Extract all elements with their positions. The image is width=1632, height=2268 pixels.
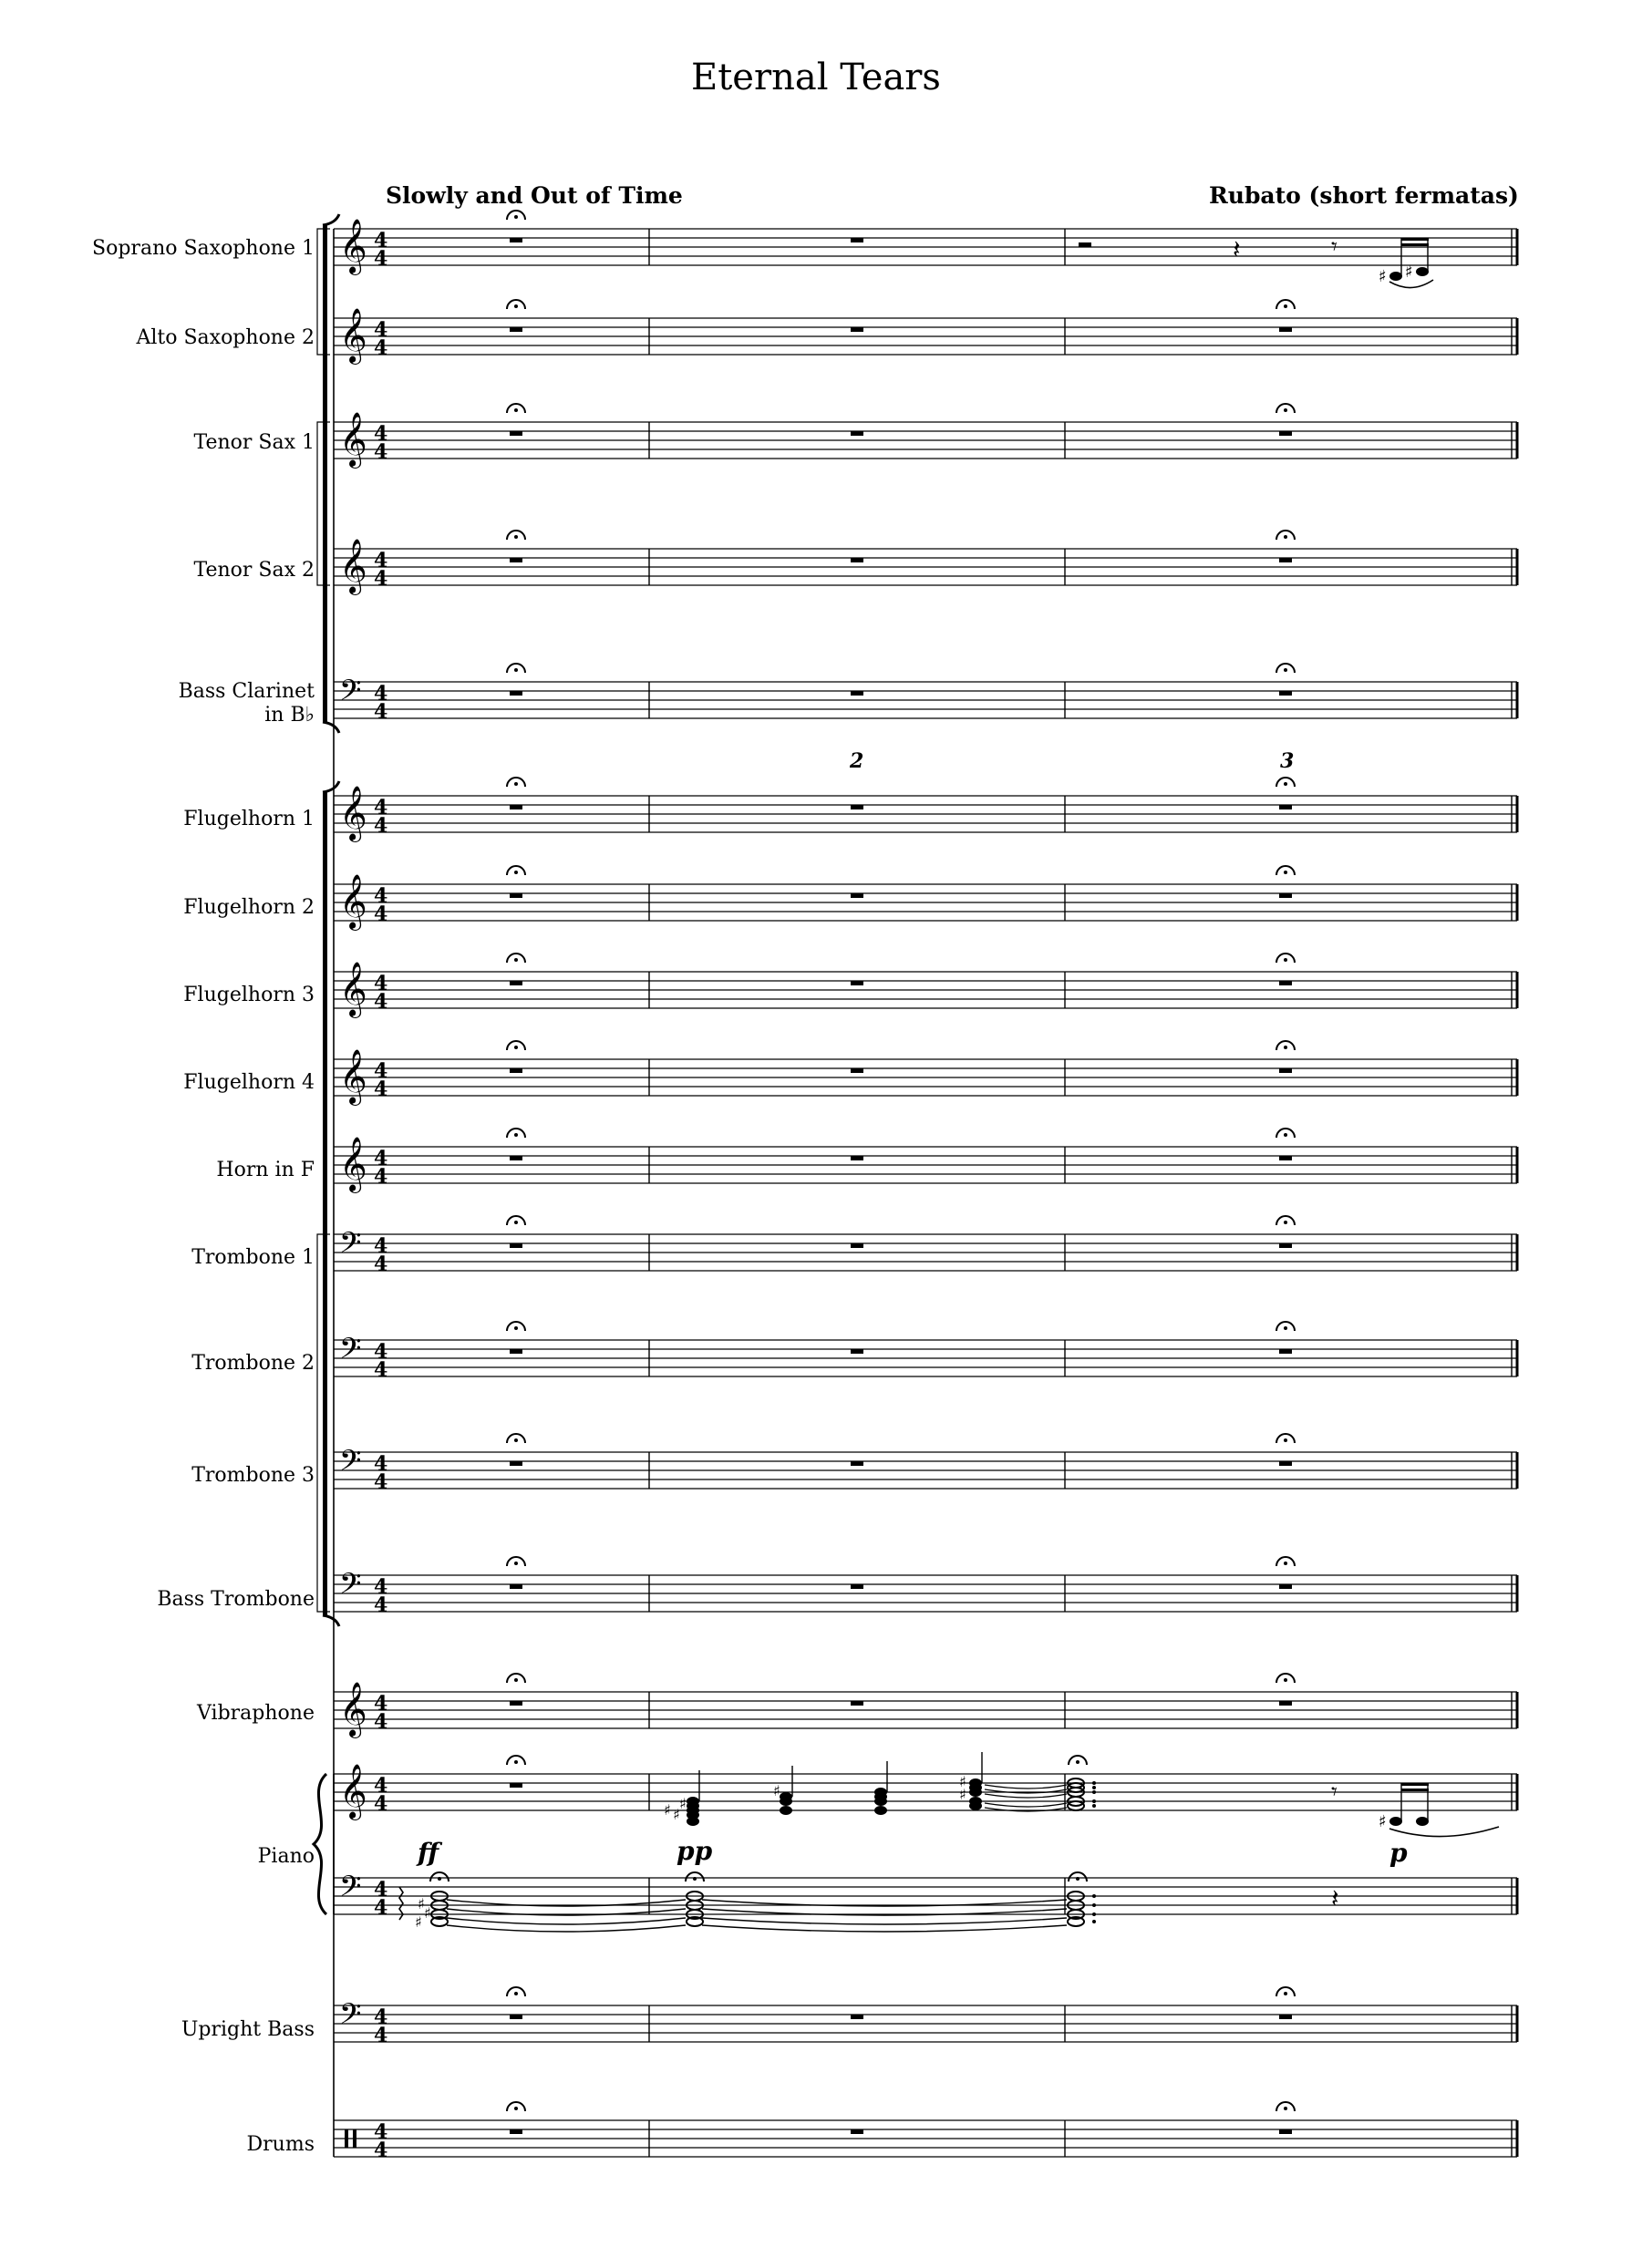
instrument-name-trombone-1: Trombone 1: [191, 1246, 315, 1269]
piano-chord: [969, 1778, 982, 1810]
fermata-dot-icon: [514, 958, 518, 962]
beam: [1401, 1783, 1429, 1786]
note-head: [969, 1801, 982, 1810]
whole-rest-icon: [851, 1068, 863, 1073]
time-signature-bottom: 4: [374, 567, 388, 591]
fermata-dot-icon: [514, 1438, 518, 1442]
instrument-name-trombone-3: Trombone 3: [191, 1464, 315, 1487]
whole-rest-icon: [510, 238, 522, 242]
whole-rest-icon: [851, 558, 863, 562]
sharp-icon: ♯: [415, 1913, 422, 1931]
whole-rest-icon: [510, 1584, 522, 1589]
dot: [1092, 1894, 1096, 1898]
whole-rest-icon: [851, 327, 863, 332]
bracket-bar: [323, 792, 327, 1615]
whole-rest-icon: [851, 2129, 863, 2134]
whole-rest-icon: [510, 2015, 522, 2019]
instrument-name-upright-bass: Upright Bass: [181, 2018, 315, 2041]
whole-rest-icon: [1279, 2129, 1292, 2134]
sharp-icon: ♯: [1405, 263, 1413, 282]
staff-6: [334, 884, 1517, 921]
fermata-dot-icon: [514, 215, 518, 219]
instrument-name-trombone-2: Trombone 2: [191, 1352, 315, 1375]
sharp-icon: ♯: [959, 1786, 966, 1803]
whole-rest-icon: [1279, 805, 1292, 809]
whole-rest-icon: [510, 1156, 522, 1160]
bass-clef-icon: 𝄢: [339, 1444, 362, 1484]
bracket-hook: [323, 722, 339, 733]
time-signature-bottom: 4: [374, 247, 388, 271]
whole-rest-icon: [510, 981, 522, 985]
fermata-dot-icon: [1284, 958, 1287, 962]
tie: [985, 1785, 1067, 1789]
time-signature-bottom: 4: [374, 1593, 388, 1617]
fermata-dot-icon: [1284, 1678, 1287, 1682]
note-head: [1389, 272, 1402, 281]
whole-rest-icon: [851, 431, 863, 436]
treble-clef-icon: 𝄞: [339, 308, 367, 363]
fermata-dot-icon: [1076, 1760, 1079, 1764]
time-signature-bottom: 4: [374, 1792, 388, 1816]
fermata-dot-icon: [1284, 2107, 1287, 2110]
staff-14: [334, 1692, 1517, 1728]
bracket-hook: [323, 1615, 339, 1626]
time-signature-bottom: 4: [374, 902, 388, 926]
time-signature-bottom: 4: [374, 990, 388, 1014]
instrument-name-flugelhorn-4: Flugelhorn 4: [183, 1071, 315, 1094]
whole-rest-icon: [510, 805, 522, 809]
sharp-icon: ♯: [673, 1806, 680, 1823]
instrument-name-bass-clarinet-line2: in B♭: [264, 704, 315, 727]
whole-rest-icon: [851, 1584, 863, 1589]
time-signature-bottom: 4: [374, 1253, 388, 1276]
whole-rest-icon: [851, 1349, 863, 1354]
instrument-name-bass-clarinet: Bass Clarinet: [178, 680, 315, 703]
quarter-rest-icon: 𝄽: [1233, 234, 1241, 264]
whole-rest-icon: [851, 2015, 863, 2019]
fermata-dot-icon: [514, 535, 518, 539]
time-signature-top: 4: [374, 1692, 388, 1716]
bracket-saxes: [323, 214, 339, 733]
instrument-name-horn-in-f: Horn in F: [216, 1159, 315, 1181]
time-signature-bottom: 4: [374, 440, 388, 464]
tie: [985, 1794, 1067, 1798]
staff-18: [334, 2120, 1517, 2157]
fermata-dot-icon: [1284, 1562, 1287, 1565]
treble-clef-icon: 𝄞: [339, 1764, 367, 1819]
whole-rest-icon: [510, 1783, 522, 1788]
fermata-dot-icon: [514, 668, 518, 672]
treble-clef-icon: 𝄞: [339, 539, 367, 593]
whole-rest-icon: [851, 238, 863, 242]
instrument-name-soprano-sax-1: Soprano Saxophone 1: [92, 237, 315, 260]
time-signature-bottom: 4: [374, 1358, 388, 1382]
tempo-marking-rubato: Rubato (short fermatas): [1209, 182, 1519, 209]
time-signature-top: 4: [374, 1340, 388, 1364]
treble-clef-icon: 𝄞: [339, 1137, 367, 1191]
instrument-name-flugelhorn-2: Flugelhorn 2: [183, 896, 315, 919]
instrument-name-bass-trombone: Bass Trombone: [157, 1588, 315, 1611]
bass-clef-icon: 𝄢: [339, 674, 362, 714]
sharp-icon: ♯: [1379, 267, 1387, 286]
fermata-dot-icon: [514, 1678, 518, 1682]
time-signature-bottom: 4: [374, 2024, 388, 2047]
measure-number-2: 2: [850, 749, 864, 773]
beam: [1401, 243, 1429, 246]
time-signature-bottom: 4: [374, 1710, 388, 1734]
whole-rest-icon: [510, 691, 522, 696]
staff-4: [334, 682, 1517, 718]
piano-brace: [314, 1774, 326, 1914]
fermata-dot-icon: [514, 1133, 518, 1137]
whole-rest-icon: [851, 1701, 863, 1706]
whole-rest-icon: [1279, 893, 1292, 898]
whole-rest-icon: [1279, 1243, 1292, 1248]
staff-10: [334, 1234, 1517, 1271]
fermata-dot-icon: [514, 1221, 518, 1224]
time-signature-bottom: 4: [374, 2139, 388, 2162]
note-head: [1416, 267, 1429, 276]
treble-clef-icon: 𝄞: [339, 219, 367, 273]
dynamic-ff: ff: [418, 1838, 439, 1868]
treble-clef-icon: 𝄞: [339, 874, 367, 929]
fermata-dot-icon: [438, 1877, 441, 1881]
note-head: [780, 1797, 792, 1806]
dot: [1092, 1920, 1096, 1923]
treble-clef-icon: 𝄞: [339, 1682, 367, 1737]
whole-rest-icon: [1279, 1156, 1292, 1160]
bass-clef-icon: 𝄢: [339, 1567, 362, 1607]
note-head: [874, 1806, 887, 1815]
piano-chord: [687, 1797, 699, 1826]
sharp-icon: ♯: [959, 1773, 966, 1790]
eighth-rest-icon: 𝄾: [1331, 1778, 1338, 1806]
time-signature-top: 4: [374, 1234, 388, 1258]
instrument-name-flugelhorn-1: Flugelhorn 1: [183, 808, 315, 830]
fermata-dot-icon: [1284, 535, 1287, 539]
staff-2: [334, 422, 1517, 459]
tempo-marking-start: Slowly and Out of Time: [386, 182, 683, 209]
tie: [702, 1925, 1067, 1932]
fermata-dot-icon: [514, 1326, 518, 1330]
staff-15: [334, 1774, 1517, 1810]
eighth-rest-icon: 𝄾: [1331, 233, 1338, 261]
fermata-dot-icon: [1284, 871, 1287, 874]
slur: [1389, 1827, 1499, 1837]
staff-1: [334, 318, 1517, 355]
tie: [447, 1918, 686, 1924]
time-signature-top: 4: [374, 1878, 388, 1902]
staff-13: [334, 1575, 1517, 1612]
fermata-dot-icon: [514, 1992, 518, 1995]
time-signature-bottom: 4: [374, 1470, 388, 1494]
whole-rest-icon: [851, 981, 863, 985]
sharp-icon: ♯: [773, 1782, 780, 1799]
bass-clef-icon: 𝄢: [339, 1870, 362, 1910]
whole-rest-icon: [851, 893, 863, 898]
bracket-hook: [323, 214, 339, 225]
time-signature-top: 4: [374, 1575, 388, 1599]
fermata-dot-icon: [1284, 1992, 1287, 1995]
dot: [1092, 1786, 1096, 1789]
fermata-dot-icon: [514, 1562, 518, 1565]
arpeggio-icon: [399, 1887, 403, 1920]
beam: [1401, 238, 1429, 241]
time-signature-top: 4: [374, 549, 388, 572]
bass-clef-icon: 𝄢: [339, 1997, 362, 2037]
whole-rest-icon: [510, 2129, 522, 2134]
whole-rest-icon: [1279, 691, 1292, 696]
treble-clef-icon: 𝄞: [339, 962, 367, 1016]
time-signature-top: 4: [374, 2005, 388, 2029]
time-signature-top: 4: [374, 682, 388, 706]
time-signature-top: 4: [374, 1774, 388, 1798]
time-signature-top: 4: [374, 229, 388, 253]
sharp-icon: ♯: [679, 1795, 687, 1812]
percussion-clef-icon: [345, 2129, 348, 2148]
dynamic-pp: pp: [677, 1836, 713, 1866]
whole-rest-icon: [1279, 1461, 1292, 1466]
note-head: [780, 1806, 792, 1815]
fermata-dot-icon: [1284, 1221, 1287, 1224]
bass-clef-icon: 𝄢: [339, 1226, 362, 1266]
whole-rest-icon: [1279, 1701, 1292, 1706]
bracket-brass: [323, 781, 339, 1626]
time-signature-top: 4: [374, 972, 388, 995]
whole-rest-icon: [510, 431, 522, 436]
whole-rest-icon: [510, 1701, 522, 1706]
treble-clef-icon: 𝄞: [339, 1049, 367, 1104]
staff-3: [334, 549, 1517, 585]
fermata-dot-icon: [1284, 782, 1287, 786]
sharp-icon: ♯: [664, 1801, 671, 1819]
time-signature-bottom: 4: [374, 336, 388, 360]
dot: [1092, 1781, 1096, 1785]
treble-clef-icon: 𝄞: [339, 412, 367, 467]
bracket-bar: [323, 225, 327, 722]
fermata-dot-icon: [1284, 304, 1287, 308]
dot: [1092, 1790, 1096, 1794]
whole-rest-icon: [1279, 431, 1292, 436]
tie: [985, 1803, 1067, 1807]
time-signature-top: 4: [374, 884, 388, 908]
piano-chord: [874, 1788, 887, 1815]
time-signature-bottom: 4: [374, 700, 388, 724]
staff-0: [334, 229, 1517, 265]
time-signature-top: 4: [374, 1147, 388, 1170]
fermata-dot-icon: [1284, 408, 1287, 412]
piano-chord: [780, 1792, 792, 1815]
whole-rest-icon: [851, 1461, 863, 1466]
fermata-dot-icon: [1284, 1046, 1287, 1049]
instrument-name-tenor-sax-2: Tenor Sax 2: [193, 559, 315, 582]
staff-12: [334, 1452, 1517, 1489]
instrument-name-piano: Piano: [257, 1845, 315, 1868]
whole-rest-icon: [1279, 558, 1292, 562]
sharp-icon: ♯: [1379, 1812, 1387, 1831]
whole-rest-icon: [851, 1243, 863, 1248]
sharp-icon: ♯: [424, 1904, 431, 1922]
whole-rest-icon: [510, 558, 522, 562]
measure-number-3: 3: [1280, 749, 1295, 773]
staff-11: [334, 1340, 1517, 1376]
instrument-name-vibraphone: Vibraphone: [197, 1702, 315, 1725]
fermata-dot-icon: [514, 1046, 518, 1049]
note-head: [874, 1797, 887, 1806]
whole-rest-icon: [851, 805, 863, 809]
fermata-dot-icon: [514, 782, 518, 786]
whole-rest-icon: [510, 1349, 522, 1354]
bracket-hook: [323, 781, 339, 792]
instrument-name-tenor-sax-1: Tenor Sax 1: [193, 431, 315, 454]
fermata-dot-icon: [514, 2107, 518, 2110]
staff-5: [334, 796, 1517, 832]
whole-rest-icon: [510, 1461, 522, 1466]
fermata-dot-icon: [1076, 1877, 1079, 1881]
staff-7: [334, 972, 1517, 1008]
whole-rest-icon: [510, 327, 522, 332]
dynamic-p: p: [1389, 1838, 1408, 1868]
time-signature-top: 4: [374, 2120, 388, 2144]
dot: [1092, 1912, 1096, 1916]
staff-17: [334, 2005, 1517, 2042]
beam: [1401, 1789, 1429, 1791]
time-signature-top: 4: [374, 1452, 388, 1476]
whole-rest-icon: [1279, 1349, 1292, 1354]
instrument-name-alto-sax-2: Alto Saxophone 2: [136, 326, 315, 349]
note-head: [1389, 1817, 1402, 1826]
whole-rest-icon: [510, 1243, 522, 1248]
whole-rest-icon: [851, 691, 863, 696]
whole-rest-icon: [1279, 2015, 1292, 2019]
note-head: [969, 1788, 982, 1797]
whole-rest-icon: [1279, 327, 1292, 332]
treble-clef-icon: 𝄞: [339, 786, 367, 840]
time-signature-bottom: 4: [374, 1896, 388, 1920]
time-signature-bottom: 4: [374, 1077, 388, 1101]
fermata-dot-icon: [1284, 668, 1287, 672]
quarter-rest-icon: 𝄽: [1331, 1883, 1339, 1913]
staff-16: [334, 1878, 1517, 1914]
note-head: [687, 1817, 699, 1826]
staff-9: [334, 1147, 1517, 1183]
bass-clef-icon: 𝄢: [339, 1332, 362, 1372]
whole-rest-icon: [510, 1068, 522, 1073]
time-signature-top: 4: [374, 422, 388, 446]
dot: [1092, 1804, 1096, 1808]
instrument-name-flugelhorn-3: Flugelhorn 3: [183, 984, 315, 1006]
instrument-name-drums: Drums: [246, 2133, 315, 2156]
time-signature-top: 4: [374, 1059, 388, 1083]
score-title: Eternal Tears: [691, 57, 941, 98]
dot: [1092, 1799, 1096, 1803]
sharp-icon: ♯: [418, 1895, 425, 1912]
staff-8: [334, 1059, 1517, 1096]
fermata-dot-icon: [514, 304, 518, 308]
fermata-dot-icon: [514, 408, 518, 412]
dot: [1092, 1903, 1096, 1907]
whole-rest-icon: [510, 893, 522, 898]
whole-rest-icon: [1279, 1584, 1292, 1589]
fermata-dot-icon: [693, 1877, 697, 1881]
fermata-dot-icon: [1284, 1438, 1287, 1442]
note-head: [1416, 1817, 1429, 1826]
whole-rest-icon: [1279, 1068, 1292, 1073]
whole-rest-icon: [1279, 981, 1292, 985]
time-signature-top: 4: [374, 318, 388, 342]
fermata-dot-icon: [514, 871, 518, 874]
time-signature-bottom: 4: [374, 814, 388, 838]
fermata-dot-icon: [514, 1760, 518, 1764]
time-signature-bottom: 4: [374, 1165, 388, 1189]
whole-rest-icon: [851, 1156, 863, 1160]
fermata-dot-icon: [1284, 1326, 1287, 1330]
half-rest-icon: [1079, 242, 1091, 247]
fermata-dot-icon: [1284, 1133, 1287, 1137]
time-signature-top: 4: [374, 796, 388, 820]
tie: [447, 1925, 686, 1932]
percussion-clef-icon: [353, 2129, 356, 2148]
tie: [702, 1918, 1067, 1924]
